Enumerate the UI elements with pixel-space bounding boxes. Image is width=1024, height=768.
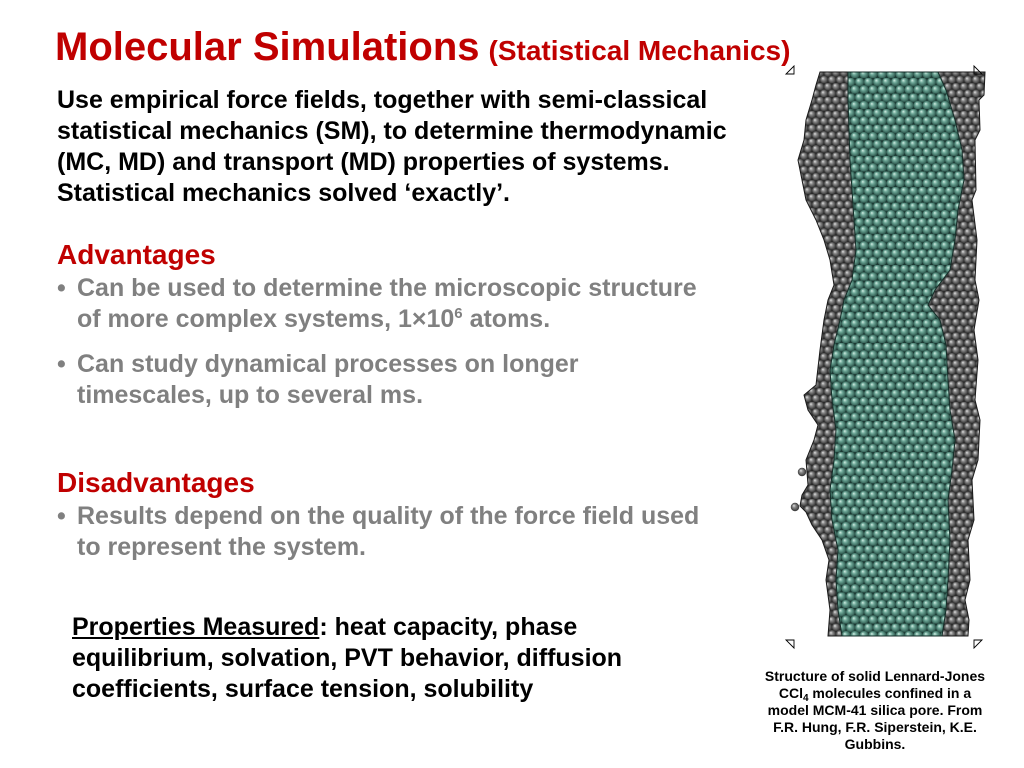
title-subtitle: (Statistical Mechanics) [488, 35, 791, 66]
properties-line: equilibrium, solvation, PVT behavior, diffusion [72, 644, 623, 672]
bullet-line: timescales, up to several ms. [77, 381, 424, 409]
ccl4-molecules-core [830, 72, 964, 636]
bullet-text: atoms. [462, 305, 551, 333]
superscript-exponent: 6 [454, 305, 463, 322]
advantage-bullet [57, 273, 697, 335]
intro-line: Use empirical force fields, together with semi-classical [57, 86, 708, 114]
intro-paragraph [57, 85, 727, 209]
caption-text: CCl [778, 685, 803, 701]
caption-line: Gubbins. [844, 736, 906, 752]
molecular-structure-image [780, 60, 990, 655]
properties-line [72, 612, 622, 643]
intro-line: (MC, MD) and transport (MD) properties of systems. [57, 148, 670, 176]
corner-mark-top-left [786, 66, 794, 74]
bullet-marker: • [57, 274, 66, 302]
caption-text: molecules confined in a [808, 685, 972, 701]
corner-mark-bottom-right [974, 640, 982, 648]
intro-line: Statistical mechanics solved ‘exactly’. [57, 179, 511, 207]
disadvantages-heading: Disadvantages [57, 467, 255, 498]
bullet-line: Can be used to determine the microscopic structure [77, 274, 697, 302]
caption-line [750, 685, 1000, 702]
properties-label: Properties Measured [72, 613, 320, 641]
slide-title [55, 27, 790, 76]
figure-caption [750, 668, 1000, 753]
corner-mark-bottom-left [786, 640, 794, 648]
bullet-marker: • [57, 350, 66, 378]
title-main: Molecular Simulations [55, 25, 480, 69]
bullet-line [77, 304, 697, 335]
advantage-bullet [57, 349, 579, 411]
bullet-line: Can study dynamical processes on longer [77, 350, 579, 378]
caption-line: model MCM-41 silica pore. From [767, 702, 983, 718]
bullet-text: of more complex systems, 1×10 [77, 305, 455, 333]
properties-measured [72, 612, 622, 705]
caption-line: Structure of solid Lennard-Jones [764, 668, 986, 684]
properties-line: coefficients, surface tension, solubility [72, 675, 534, 703]
advantages-heading: Advantages [57, 239, 216, 270]
bullet-line: to represent the system. [77, 533, 366, 561]
disadvantage-bullet [57, 501, 699, 563]
intro-line: statistical mechanics (SM), to determine thermodynamic [57, 117, 727, 145]
caption-line: F.R. Hung, F.R. Siperstein, K.E. [773, 719, 977, 735]
bullet-marker: • [57, 502, 66, 530]
subscript: 4 [802, 693, 809, 704]
properties-text: : heat capacity, phase [319, 613, 578, 641]
stray-molecule [798, 468, 806, 476]
bullet-line: Results depend on the quality of the force field used [77, 502, 700, 530]
stray-molecule [791, 503, 799, 511]
